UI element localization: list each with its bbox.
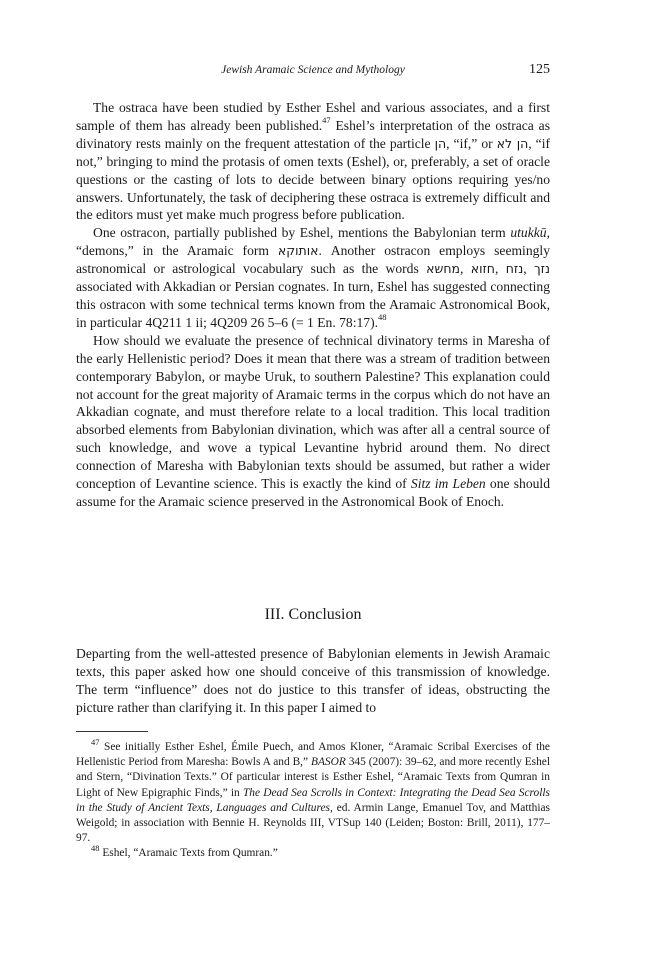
footnote-divider [76, 731, 148, 732]
footnote-text: See initially Esther Eshel, Émile Puech, and Amos Kloner, “Aramaic Scribal Exercises of the Hellenistic Period from Maresha: Bowls A and B,” [76, 741, 550, 769]
italic-term: Sitz im Leben [410, 476, 486, 492]
footnote-mark: 47 [91, 737, 100, 748]
footnotes [76, 737, 551, 862]
paragraph-text: , “if not,” bringing to mind the protasis of omen texts (Eshel), or, preferably, a set of oracle questions or the casting of lots to decide between binary options requiring yes/no answers. Unfortunately, the task of deciphering these ostraca is extremely difficult and the editors must yet make much progress before publication. [76, 135, 550, 223]
hebrew-term: אותוקא [277, 243, 319, 259]
page-number: 125 [529, 62, 550, 77]
hebrew-term: הן [434, 135, 447, 151]
paragraph-text: . Another ostracon employs seemingly astronomical or astrological vocabulary such as the words [76, 243, 550, 277]
footnote-48 [76, 843, 550, 861]
hebrew-term: חזוא [470, 261, 495, 277]
italic-term: utukkū [510, 225, 547, 241]
italic-term: The Dead Sea Scrolls in Context: Integrating the Dead Sea Scrolls in the Study of Ancient Texts, Languages and Cultures [76, 786, 550, 814]
hebrew-term: הן לא [496, 135, 529, 151]
footnote-text: , ed. Armin Lange, Emanuel Tov, and Matthias Weigold; in association with Bennie H. Reynolds III, VTSup 140 (Leiden; Boston: Brill, 2011), 177–97. [76, 801, 550, 845]
paragraph-text: Eshel’s interpretation of the ostraca as divinatory rests mainly on the frequent attestation of the particle [76, 117, 550, 151]
paragraph-text: , [494, 261, 506, 277]
italic-term: BASOR [311, 756, 346, 769]
body-text [76, 99, 550, 511]
paragraph-3 [76, 332, 550, 511]
paragraph-text: , [523, 261, 534, 277]
running-title: Jewish Aramaic Science and Mythology [221, 64, 405, 76]
paragraph-text: , [459, 261, 471, 277]
paragraph-text: One ostracon, partially published by Eshel, mentions the Babylonian term [93, 225, 511, 241]
footnote-ref-47[interactable]: 47 [322, 115, 331, 126]
hebrew-term: נזך [533, 261, 550, 277]
footnote-text: Eshel, “Aramaic Texts from Qumran.” [99, 847, 278, 860]
paragraph-text: , “demons,” in the Aramaic form [76, 225, 550, 259]
paragraph-text: one should assume for the Aramaic science preserved in the Astronomical Book of Enoch. [76, 476, 550, 509]
footnote-text: 345 (2007): 39–62, and more recently Eshel and Stern, “Divination Texts.” Of particular interest is Esther Eshel, “Aramaic Texts from Qumran in Light of New Epigraphic Finds,” in [76, 756, 551, 799]
footnote-mark: 48 [91, 843, 100, 854]
section-heading: III. Conclusion [264, 606, 362, 623]
footnote-ref-48[interactable]: 48 [378, 312, 387, 323]
paragraph-text: The ostraca have been studied by Esther Eshel and various associates, and a first sample of them has already been published. [76, 100, 550, 133]
paragraph-text: , “if,” or [446, 135, 497, 151]
paragraph-text: associated with Akkadian or Persian cognates. In turn, Eshel has suggested connecting this ostracon with some technical terms known from the Aramaic Astronomical Book, in particular 4Q211 1 ii; 4Q209 26 5–6 (= 1 En. 78:17). [76, 279, 550, 330]
paragraph-text: How should we evaluate the presence of technical divinatory terms in Maresha of the early Hellenistic period? Does it mean that there was a stream of tradition between contemporary Babylon, or maybe Uruk, to southern Palestine? This explanation could not account for the great majority of Aramaic terms in the corpus which do not have an Akkadian cognate, and must therefore relate to a local tradition. This local tradition absorbed elements from Babylonian divination, which was after all a central source of such knowledge, and wove a typical Levantine hybrid around them. No direct connection of Maresha with Babylonian texts should be assumed, but rather a wider conception of Levantine science. This is exactly the kind of [76, 332, 550, 492]
running-header [76, 62, 550, 78]
conclusion-text [76, 645, 550, 717]
conclusion-paragraph: Departing from the well-attested presence of Babylonian elements in Jewish Aramaic texts, this paper asked how one should conceive of this transmission of knowledge. The term “influence” does not do justice to this transfer of ideas, obstructing the picture rather than clarifying it. In this paper I aimed to [76, 646, 550, 715]
hebrew-term: נזח [505, 261, 524, 277]
paragraph-2 [76, 224, 550, 331]
footnote-47 [76, 737, 551, 846]
paragraph-1 [76, 99, 550, 224]
hebrew-term: מחשא [426, 261, 460, 277]
